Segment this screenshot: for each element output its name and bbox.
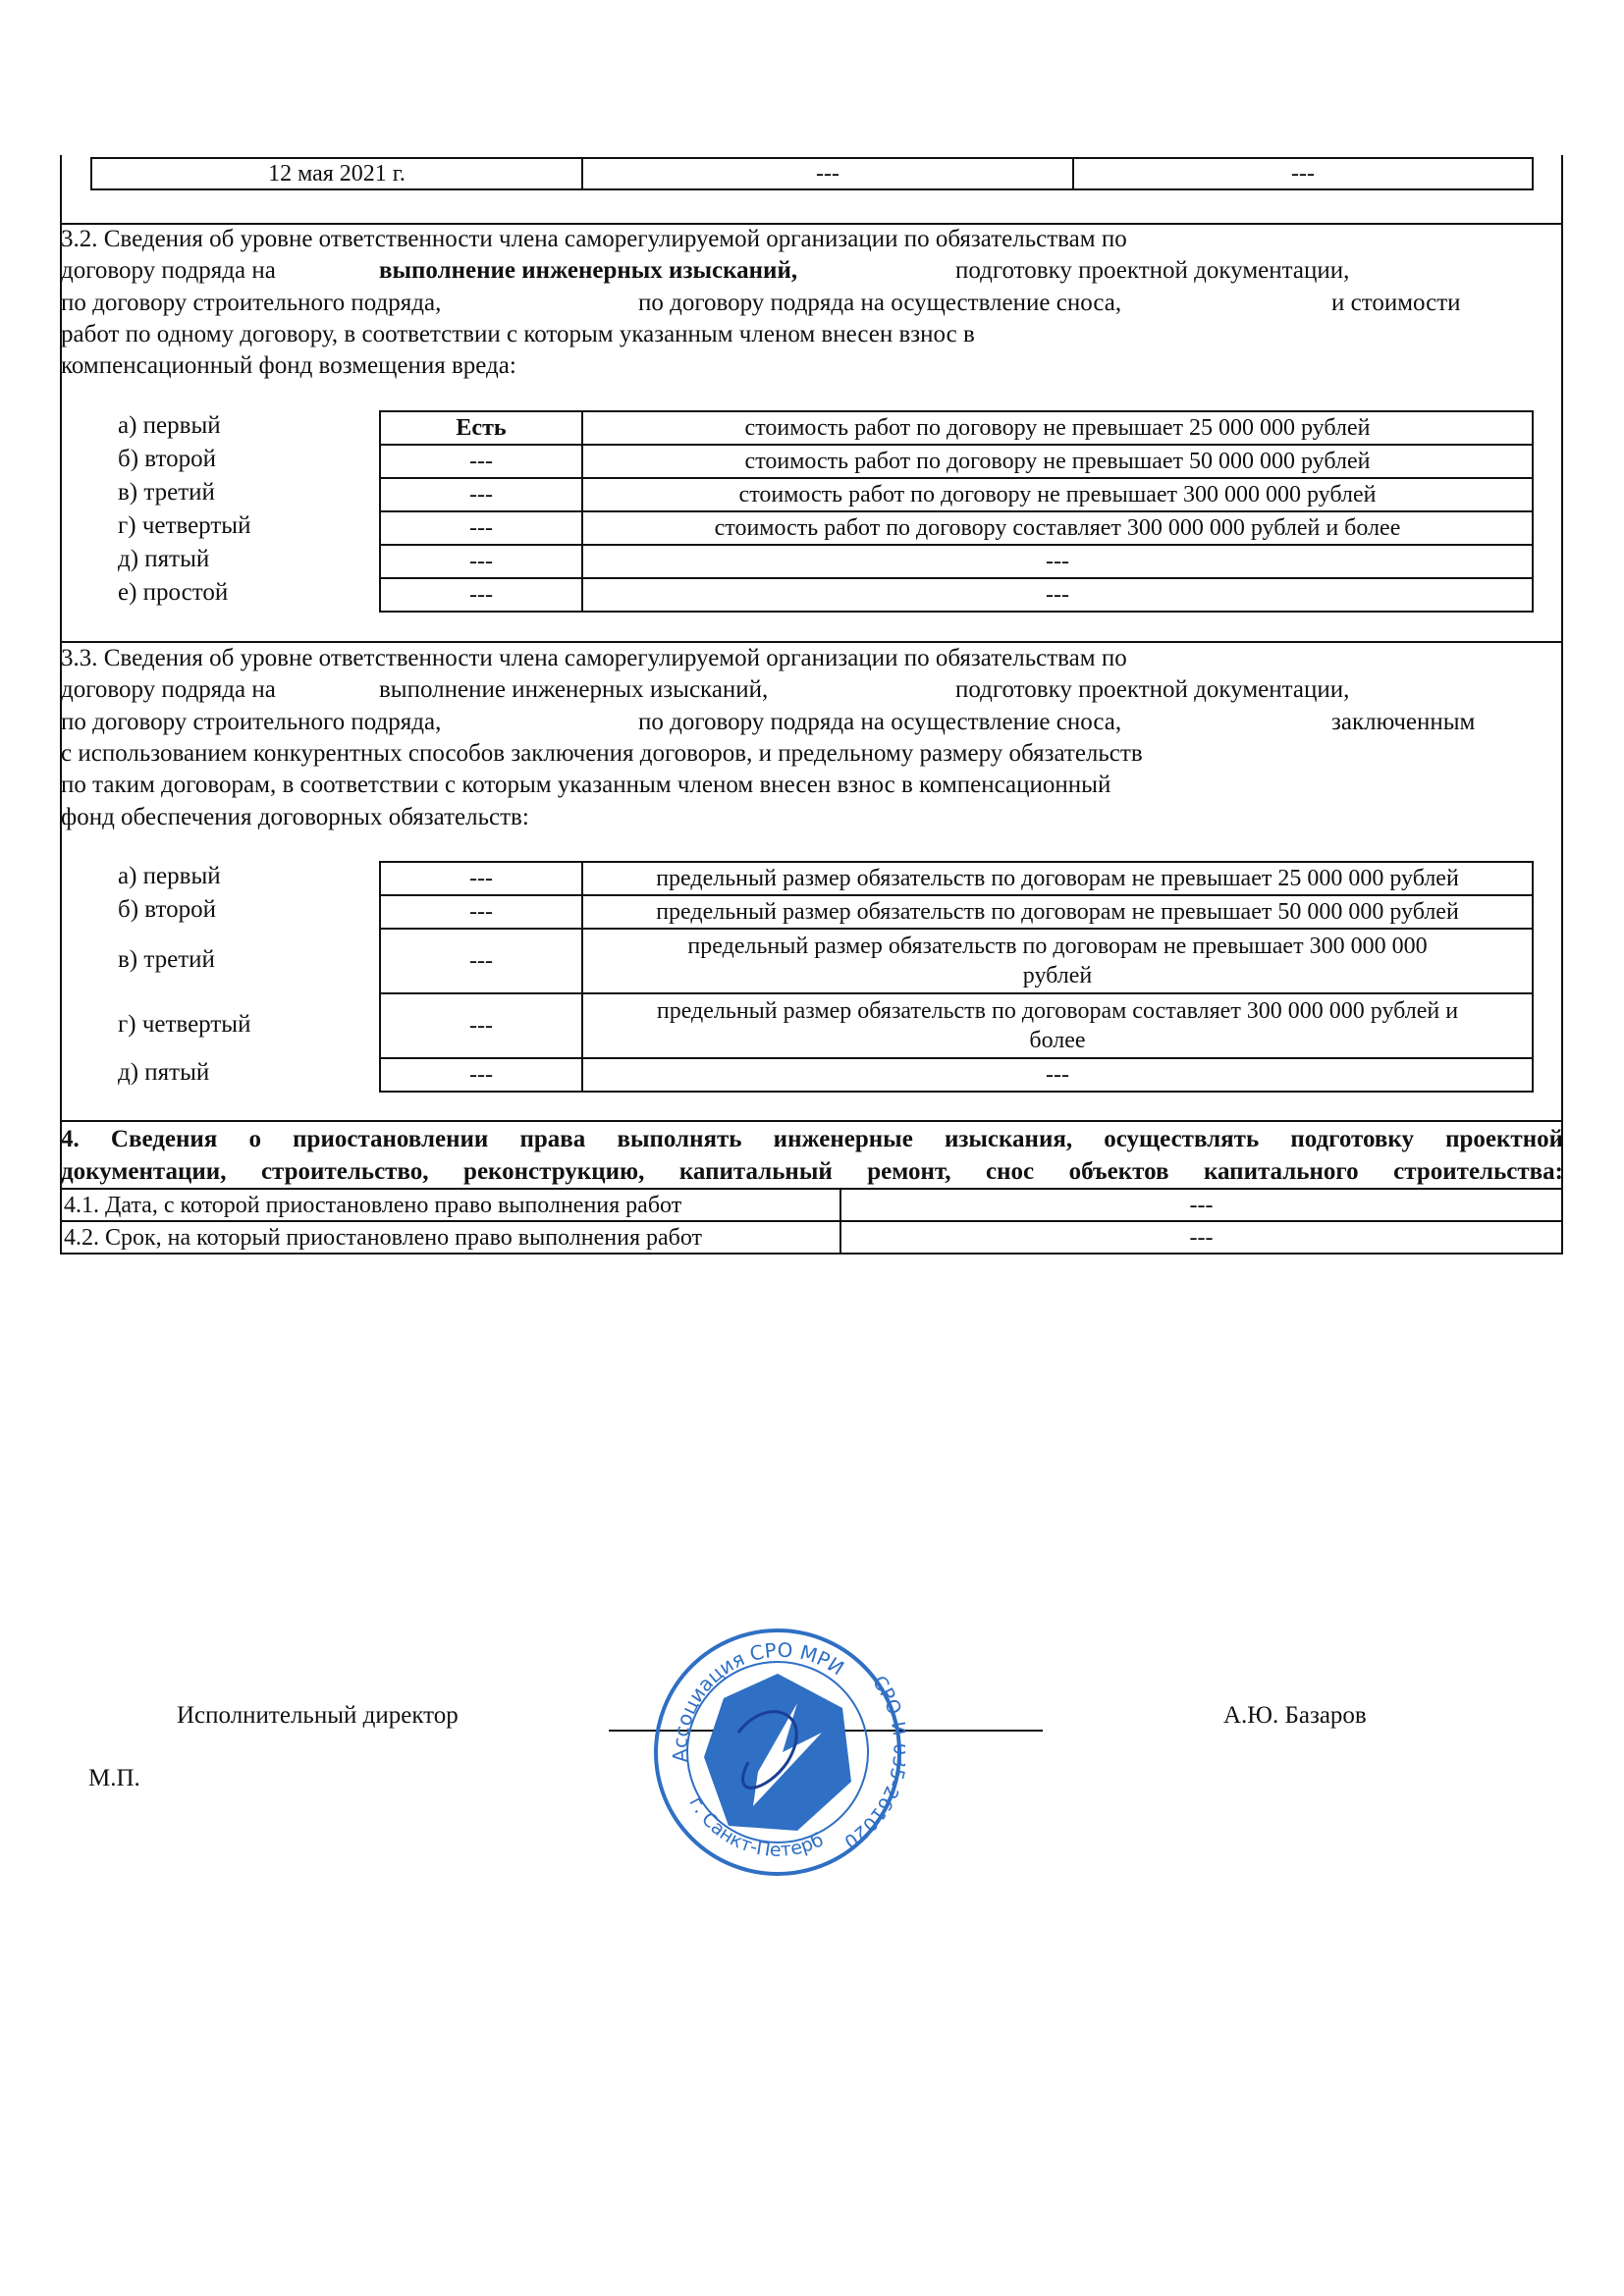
s33-flag-3: --- (380, 929, 582, 993)
top-row-date: 12 мая 2021 г. (91, 158, 582, 189)
s33-line1: 3.3. Сведения об уровне ответственности члена саморегулируемой организации по обязательствам по (61, 645, 1127, 671)
signature-name: А.Ю. Базаров (1223, 1702, 1367, 1729)
signature-mp: М.П. (88, 1765, 140, 1791)
s33-desc-3-line2: рублей (1022, 963, 1093, 988)
s33-label-4: г) четвертый (118, 1011, 251, 1038)
s32-label-4: г) четвертый (118, 512, 251, 539)
s33-line2a: договору подряда на (61, 676, 276, 703)
seal-text-bottom: г. Санкт-Петерб (684, 1792, 828, 1861)
top-row-table (90, 157, 1534, 190)
s32-label-2: б) второй (118, 446, 216, 472)
s33-flag-2: --- (380, 895, 582, 929)
s33-label-1: а) первый (118, 863, 221, 889)
s33-table (379, 861, 1534, 1093)
s32-line3c: и стоимости (1331, 290, 1461, 316)
s32-line2a: договору подряда на (61, 257, 276, 284)
s4-heading-line1: 4. Сведения о приостановлении права выполнять инженерные изыскания, осуществлять подготовку проектной (61, 1126, 1563, 1152)
s32-flag-4: --- (380, 511, 582, 545)
top-row-col2: --- (582, 158, 1073, 189)
s4-heading-line2: документации, строительство, реконструкцию, капитальный ремонт, снос объектов капитального строительства: (61, 1158, 1563, 1185)
divider-s33 (60, 1120, 1563, 1122)
s33-label-2: б) второй (118, 896, 216, 923)
s33-flag-1: --- (380, 862, 582, 895)
top-row-col3: --- (1073, 158, 1533, 189)
s32-label-1: а) первый (118, 412, 221, 439)
s32-label-6: е) простой (118, 579, 229, 606)
s33-desc-4 (582, 993, 1533, 1058)
s33-line3a: по договору строительного подряда, (61, 709, 442, 735)
s32-flag-3: --- (380, 478, 582, 511)
s32-flag-1: Есть (380, 411, 582, 445)
s32-line1: 3.2. Сведения об уровне ответственности члена саморегулируемой организации по обязательствам по (61, 226, 1127, 252)
s4-row1-value: --- (840, 1189, 1562, 1221)
seal-text-top: Ассоциация СРО МРИ (668, 1637, 849, 1763)
s4-row1-label: 4.1. Дата, с которой приостановлено право выполнения работ (60, 1189, 840, 1221)
s33-desc-3-line1: предельный размер обязательств по договорам не превышает 300 000 000 (687, 934, 1428, 959)
s32-line2b: выполнение инженерных изысканий, (379, 257, 798, 284)
s32-label-5: д) пятый (118, 546, 210, 572)
s32-flag-2: --- (380, 445, 582, 478)
s33-line3c: заключенным (1331, 709, 1476, 735)
company-seal (650, 1595, 905, 1890)
s33-line3b: по договору подряда на осуществление сноса, (638, 709, 1122, 735)
s33-desc-1: предельный размер обязательств по договорам не превышает 25 000 000 рублей (582, 862, 1533, 895)
s4-row2-value: --- (840, 1221, 1562, 1254)
s32-desc-4: стоимость работ по договору составляет 300 000 000 рублей и более (582, 511, 1533, 545)
s33-line4: с использованием конкурентных способов заключения договоров, и предельному размеру обязательств (61, 740, 1143, 767)
s32-desc-5: --- (582, 545, 1533, 578)
s33-desc-3 (582, 929, 1533, 993)
s33-line5: по таким договорам, в соответствии с которым указанным членом внесен взнос в компенсационный (61, 772, 1111, 798)
s33-flag-5: --- (380, 1058, 582, 1092)
frame-right (1561, 155, 1563, 1255)
s33-desc-4-line1: предельный размер обязательств по договорам составляет 300 000 000 рублей и (656, 998, 1459, 1024)
s32-desc-2: стоимость работ по договору не превышает 50 000 000 рублей (582, 445, 1533, 478)
s33-label-5: д) пятый (118, 1059, 210, 1086)
s32-flag-6: --- (380, 578, 582, 612)
s33-desc-4-line2: более (1029, 1028, 1086, 1053)
s32-label-3: в) третий (118, 479, 215, 506)
s32-line3b: по договору подряда на осуществление сноса, (638, 290, 1122, 316)
s32-desc-3: стоимость работ по договору не превышает 300 000 000 рублей (582, 478, 1533, 511)
s33-line2c: подготовку проектной документации, (955, 676, 1350, 703)
s32-table (379, 410, 1534, 613)
s32-line3a: по договору строительного подряда, (61, 290, 442, 316)
s33-line2b: выполнение инженерных изысканий, (379, 676, 769, 703)
seal-text-right: СРО- -261020 (839, 1672, 905, 1853)
s4-row2-label: 4.2. Срок, на который приостановлено право выполнения работ (60, 1221, 840, 1254)
signature-position: Исполнительный директор (177, 1702, 459, 1729)
s33-desc-2: предельный размер обязательств по договорам не превышает 50 000 000 рублей (582, 895, 1533, 929)
s33-flag-4: --- (380, 993, 582, 1058)
s33-label-3: в) третий (118, 946, 215, 973)
s32-line4: работ по одному договору, в соответствии с которым указанным членом внесен взнос в (61, 321, 975, 347)
s32-desc-1: стоимость работ по договору не превышает 25 000 000 рублей (582, 411, 1533, 445)
s32-line2c: подготовку проектной документации, (955, 257, 1350, 284)
s33-line6: фонд обеспечения договорных обязательств: (61, 804, 529, 830)
s32-line5: компенсационный фонд возмещения вреда: (61, 352, 516, 379)
s32-flag-5: --- (380, 545, 582, 578)
s33-desc-5: --- (582, 1058, 1533, 1092)
s32-desc-6: --- (582, 578, 1533, 612)
s4-table (60, 1188, 1563, 1255)
